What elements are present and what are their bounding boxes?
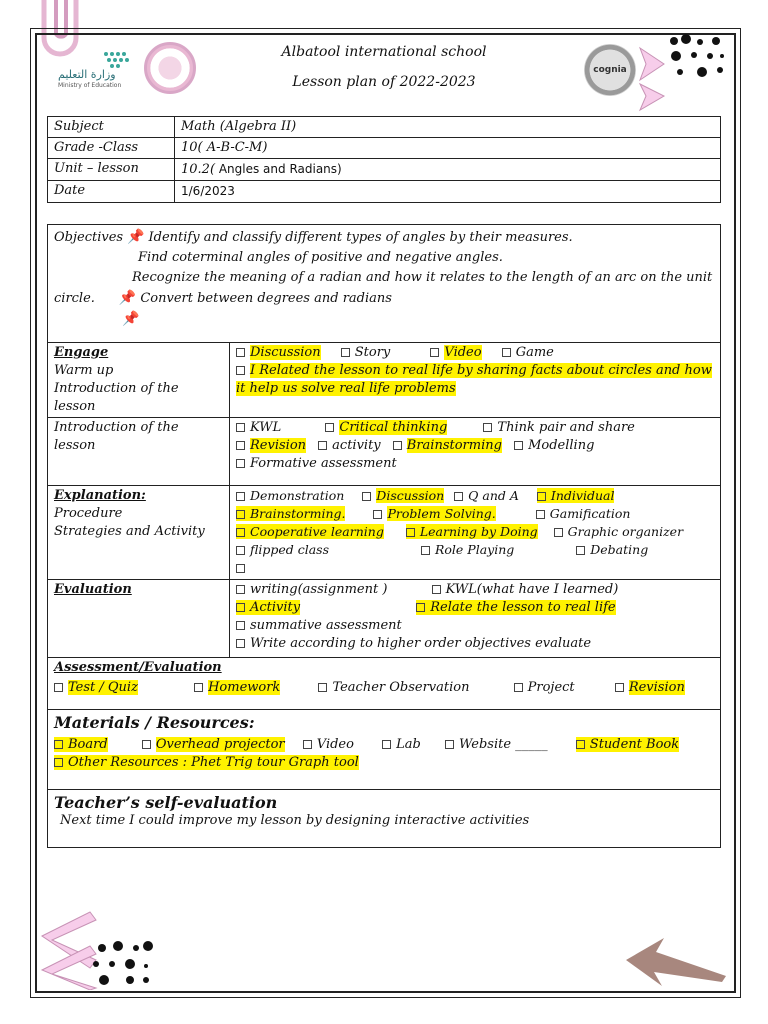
school-name: Albatool international school bbox=[281, 44, 487, 60]
checkbox[interactable] bbox=[236, 366, 245, 375]
cognia-label: cognia bbox=[593, 65, 627, 75]
opt-formative: Formative assessment bbox=[250, 456, 397, 471]
objective-2: Find coterminal angles of positive and negative angles. bbox=[138, 250, 503, 265]
checkbox[interactable] bbox=[576, 546, 585, 555]
checkbox[interactable] bbox=[236, 639, 245, 648]
opt-board: Board bbox=[68, 737, 108, 752]
opt-story: Story bbox=[354, 345, 391, 360]
checkbox[interactable] bbox=[421, 546, 430, 555]
objective-1: Identify and classify different types of angles by their measures. bbox=[148, 230, 573, 245]
info-label: Unit – lesson bbox=[48, 159, 175, 181]
engage-warmup: Warm up bbox=[54, 363, 114, 378]
checkbox[interactable] bbox=[194, 683, 203, 692]
opt-revision-assess: Revision bbox=[628, 680, 685, 695]
checkbox[interactable] bbox=[236, 603, 245, 612]
checkbox[interactable] bbox=[54, 758, 63, 767]
checkbox[interactable] bbox=[483, 423, 492, 432]
checkbox[interactable] bbox=[236, 546, 245, 555]
checkbox[interactable] bbox=[454, 492, 463, 501]
lesson-info-table bbox=[47, 116, 721, 203]
checkbox[interactable] bbox=[325, 423, 334, 432]
table-row bbox=[48, 117, 721, 138]
self-evaluation-row bbox=[48, 790, 721, 848]
opt-lab: Lab bbox=[396, 737, 421, 752]
checkbox[interactable] bbox=[373, 510, 382, 519]
opt-discussion-exp: Discussion bbox=[376, 488, 445, 503]
table-row bbox=[48, 181, 721, 203]
checkbox[interactable] bbox=[393, 441, 402, 450]
opt-critical: Critical thinking bbox=[339, 420, 448, 435]
objectives-label: Objectives bbox=[54, 230, 124, 245]
opt-write-higher: Write according to higher order objectives evaluate bbox=[250, 636, 592, 651]
assessment-title: Assessment/Evaluation bbox=[54, 660, 222, 675]
table-row bbox=[48, 138, 721, 159]
checkbox[interactable] bbox=[318, 441, 327, 450]
checkbox[interactable] bbox=[537, 492, 546, 501]
opt-writing: writing(assignment ) bbox=[250, 582, 388, 597]
intro-label: Introduction of the lesson bbox=[54, 420, 179, 453]
explanation-row bbox=[48, 486, 721, 580]
opt-kwl-learned: KWL(what have I learned) bbox=[445, 582, 619, 597]
opt-game: Game bbox=[515, 345, 554, 360]
opt-qa: Q and A bbox=[468, 488, 519, 503]
opt-cooperative: Cooperative learning bbox=[250, 524, 384, 539]
unit-number: 10.2( bbox=[181, 162, 216, 177]
back-arrow-icon bbox=[626, 936, 730, 988]
lesson-plan-table bbox=[47, 224, 721, 848]
objectives-row bbox=[48, 225, 721, 343]
checkbox[interactable] bbox=[236, 492, 245, 501]
opt-role-playing: Role Playing bbox=[434, 542, 515, 557]
checkbox[interactable] bbox=[554, 528, 563, 537]
assessment-cell bbox=[48, 658, 721, 710]
opt-project: Project bbox=[527, 680, 575, 695]
opt-brainstorming: Brainstorming bbox=[406, 438, 502, 453]
checkbox[interactable] bbox=[318, 683, 327, 692]
opt-flipped: flipped class bbox=[250, 542, 329, 557]
opt-summative: summative assessment bbox=[250, 618, 402, 633]
engage-related-text: I Related the lesson to real life by sharing facts about circles and how it help us solve real life problems bbox=[236, 363, 712, 396]
explanation-procedure: Procedure bbox=[54, 506, 123, 521]
opt-kwl: KWL bbox=[250, 420, 282, 435]
checkbox[interactable] bbox=[445, 740, 454, 749]
checkbox[interactable] bbox=[502, 348, 511, 357]
info-value bbox=[175, 181, 721, 203]
info-label: Subject bbox=[48, 117, 175, 138]
ministry-arabic-text: وزارة التعليم bbox=[58, 68, 116, 81]
opt-gamification: Gamification bbox=[549, 506, 631, 521]
opt-demonstration: Demonstration bbox=[250, 488, 345, 503]
ministry-english-text: Ministry of Education bbox=[58, 82, 122, 89]
opt-website: Website _____ bbox=[458, 737, 548, 752]
opt-test: Test / Quiz bbox=[68, 680, 138, 695]
info-value bbox=[175, 159, 721, 181]
opt-discussion: Discussion bbox=[250, 345, 321, 360]
pin-icon: 📌 bbox=[127, 229, 145, 245]
evaluation-title: Evaluation bbox=[54, 582, 132, 597]
evaluation-options-cell bbox=[230, 580, 721, 658]
checkbox[interactable] bbox=[54, 740, 63, 749]
date-value: 1/6/2023 bbox=[181, 184, 235, 198]
engage-label-cell bbox=[48, 343, 230, 418]
checkbox[interactable] bbox=[236, 459, 245, 468]
evaluation-row bbox=[48, 580, 721, 658]
checkbox[interactable] bbox=[615, 683, 624, 692]
objective-4: Convert between degrees and radians bbox=[140, 291, 392, 306]
opt-individual: Individual bbox=[550, 488, 615, 503]
plan-title: Lesson plan of 2022-2023 bbox=[292, 74, 476, 90]
checkbox[interactable] bbox=[576, 740, 585, 749]
opt-graphic: Graphic organizer bbox=[567, 524, 684, 539]
checkbox[interactable] bbox=[406, 528, 415, 537]
checkbox[interactable] bbox=[236, 585, 245, 594]
checkbox[interactable] bbox=[430, 348, 439, 357]
info-label: Date bbox=[48, 181, 175, 203]
pin-icon: 📌 bbox=[122, 311, 140, 327]
materials-row bbox=[48, 710, 721, 790]
checkbox[interactable] bbox=[514, 441, 523, 450]
materials-title: Materials / Resources: bbox=[54, 713, 255, 732]
self-evaluation-cell bbox=[48, 790, 721, 848]
engage-title: Engage bbox=[54, 345, 109, 360]
explanation-strategies: Strategies and Activity bbox=[54, 524, 205, 539]
opt-think-pair: Think pair and share bbox=[497, 420, 635, 435]
opt-homework: Homework bbox=[208, 680, 281, 695]
opt-activity: activity bbox=[332, 438, 381, 453]
objective-3: Recognize the meaning of a radian and how it relates to the length of an arc on the unit bbox=[132, 270, 713, 285]
checkbox[interactable] bbox=[536, 510, 545, 519]
checkbox[interactable] bbox=[142, 740, 151, 749]
opt-other-resources: Other Resources : Phet Trig tour Graph tool bbox=[68, 755, 359, 770]
checkbox[interactable] bbox=[362, 492, 371, 501]
opt-student-book: Student Book bbox=[589, 737, 680, 752]
opt-video-mat: Video bbox=[316, 737, 354, 752]
unit-title: Angles and Radians) bbox=[215, 162, 342, 176]
table-row bbox=[48, 159, 721, 181]
engage-options-cell bbox=[230, 343, 721, 418]
opt-modelling: Modelling bbox=[528, 438, 595, 453]
opt-debating: Debating bbox=[590, 542, 649, 557]
assessment-row bbox=[48, 658, 721, 710]
checkbox[interactable] bbox=[514, 683, 523, 692]
checkbox[interactable] bbox=[236, 510, 245, 519]
pin-icon: 📌 bbox=[118, 290, 137, 306]
opt-observation: Teacher Observation bbox=[332, 680, 470, 695]
self-eval-title: Teacher’s self-evaluation bbox=[54, 793, 278, 812]
opt-video: Video bbox=[444, 345, 482, 360]
opt-revision: Revision bbox=[250, 438, 307, 453]
opt-relate: Relate the lesson to real life bbox=[430, 600, 616, 615]
objective-4-start: circle. bbox=[54, 291, 95, 306]
checkbox[interactable] bbox=[236, 348, 245, 357]
checkbox[interactable] bbox=[236, 528, 245, 537]
engage-row bbox=[48, 343, 721, 418]
checkbox[interactable] bbox=[236, 564, 245, 573]
checkbox[interactable] bbox=[236, 423, 245, 432]
checkbox[interactable] bbox=[341, 348, 350, 357]
explanation-title: Explanation: bbox=[54, 488, 146, 503]
opt-activity-eval: Activity bbox=[250, 600, 301, 615]
info-label: Grade -Class bbox=[48, 138, 175, 159]
materials-cell bbox=[48, 710, 721, 790]
self-eval-text: Next time I could improve my lesson by designing interactive activities bbox=[60, 813, 530, 828]
checkbox[interactable] bbox=[432, 585, 441, 594]
intro-options-cell bbox=[230, 418, 721, 486]
checkbox[interactable] bbox=[54, 683, 63, 692]
objectives-cell bbox=[48, 225, 721, 343]
explanation-label-cell bbox=[48, 486, 230, 580]
engage-intro: Introduction of the lesson bbox=[54, 381, 179, 414]
checkbox[interactable] bbox=[382, 740, 391, 749]
opt-problem-solving: Problem Solving. bbox=[387, 506, 496, 521]
checkbox[interactable] bbox=[236, 621, 245, 630]
decorative-dots-chevrons-bottom bbox=[40, 908, 160, 990]
evaluation-label-cell bbox=[48, 580, 230, 658]
checkbox[interactable] bbox=[236, 441, 245, 450]
opt-brainstorming-exp: Brainstorming. bbox=[250, 506, 346, 521]
introduction-row bbox=[48, 418, 721, 486]
info-value: Math (Algebra II) bbox=[175, 117, 721, 138]
intro-label-cell bbox=[48, 418, 230, 486]
explanation-options-cell bbox=[230, 486, 721, 580]
checkbox[interactable] bbox=[416, 603, 425, 612]
checkbox[interactable] bbox=[303, 740, 312, 749]
info-value: 10( A-B-C-M) bbox=[175, 138, 721, 159]
opt-projector: Overhead projector bbox=[155, 737, 285, 752]
opt-learning-doing: Learning by Doing bbox=[419, 524, 538, 539]
